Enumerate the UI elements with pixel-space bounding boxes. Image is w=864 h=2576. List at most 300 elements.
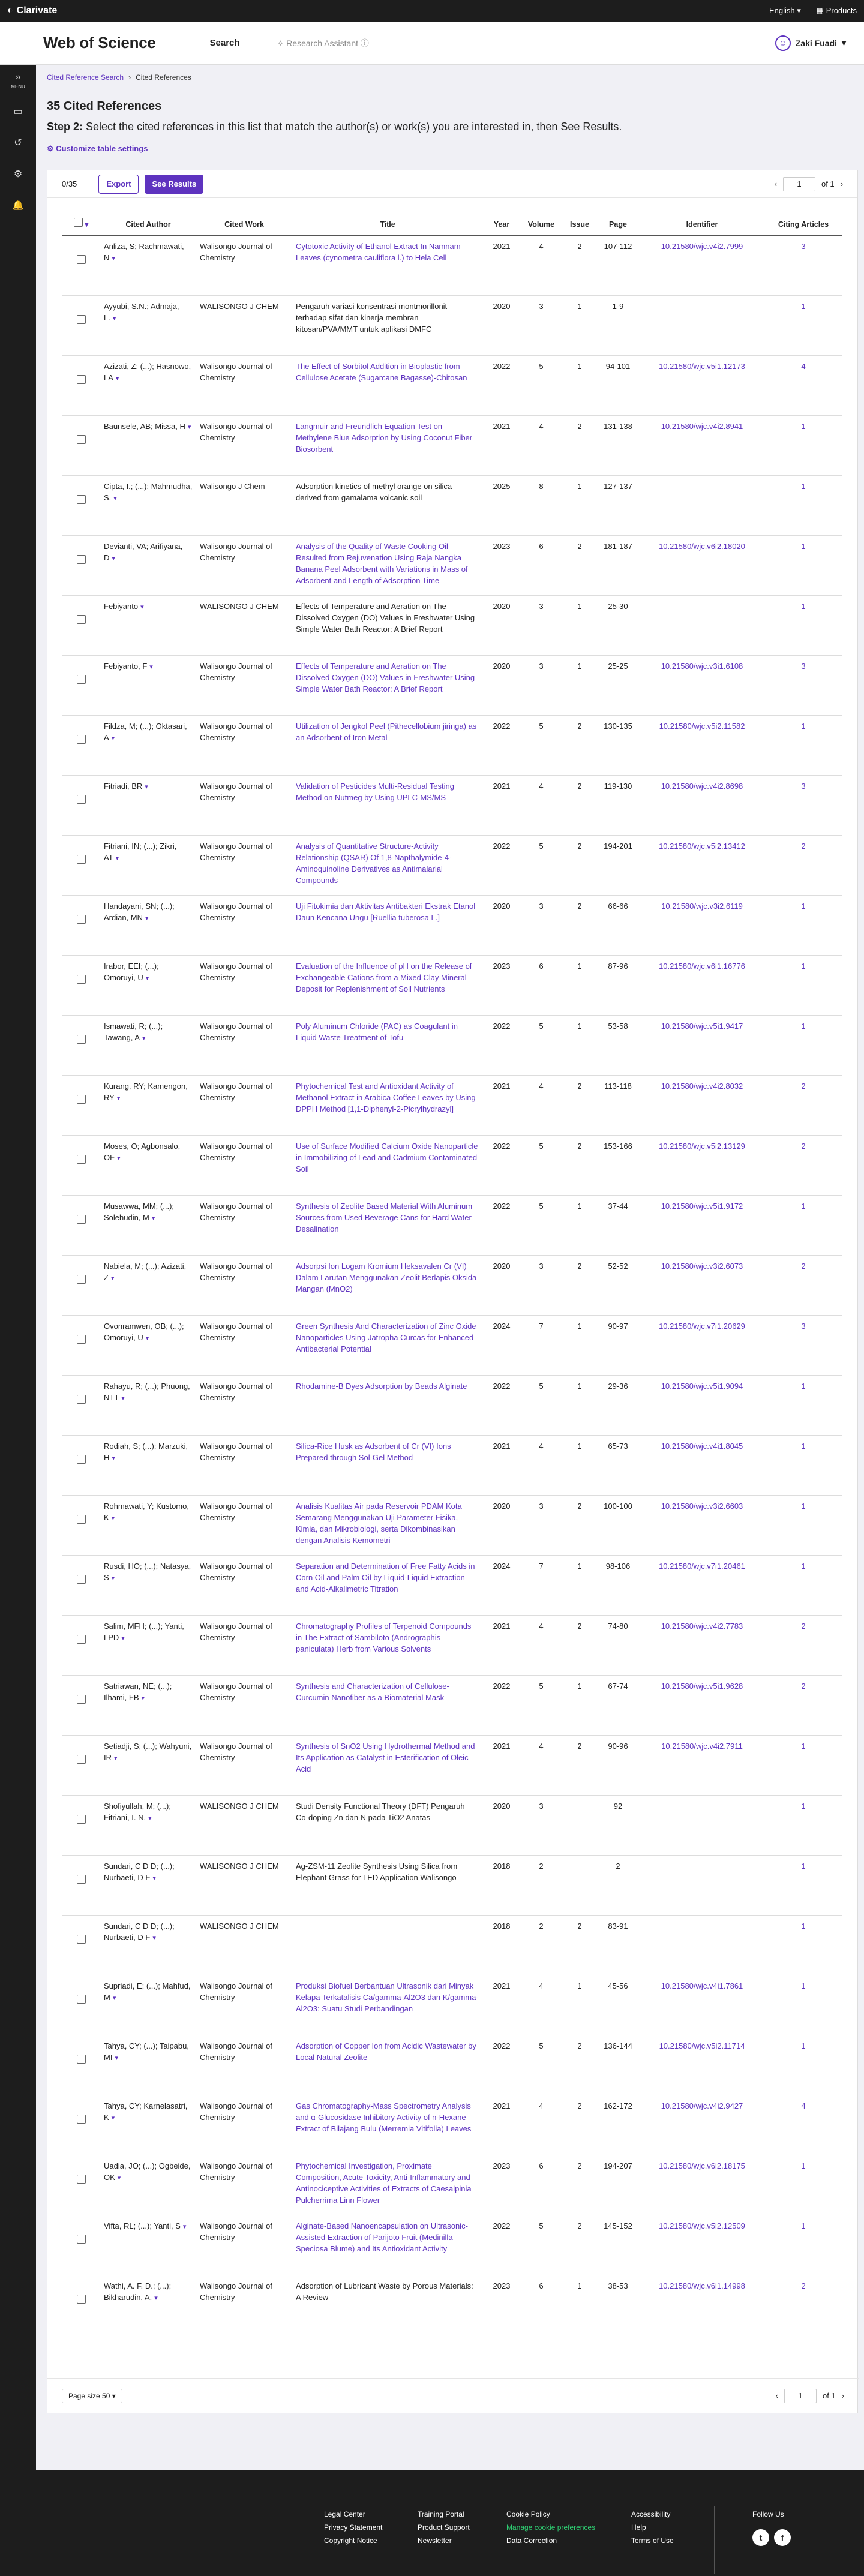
page-cell: 25-25 (597, 655, 639, 715)
title-cell[interactable]: Silica-Rice Husk as Adsorbent of Cr (VI) Ions Prepared through Sol-Gel Method (292, 1435, 483, 1495)
volume-cell: 8 (520, 475, 562, 535)
footer-link[interactable]: Terms of Use (631, 2536, 674, 2545)
volume-cell: 4 (520, 1975, 562, 2035)
chevron-down-icon[interactable]: ▾ (154, 2294, 158, 2302)
row-checkbox[interactable] (62, 2215, 100, 2275)
row-checkbox[interactable] (62, 835, 100, 895)
row-checkbox[interactable] (62, 955, 100, 1015)
citing-articles-link[interactable]: 3 (765, 235, 842, 295)
chevron-down-icon[interactable]: ▾ (145, 914, 149, 922)
chevron-down-icon[interactable]: ▾ (110, 1274, 115, 1282)
chevron-down-icon[interactable]: ▾ (152, 1874, 156, 1882)
table-row (62, 475, 842, 535)
issue-cell: 2 (562, 1075, 597, 1135)
page-number-input[interactable]: 1 (783, 177, 815, 191)
chevron-down-icon[interactable]: ▾ (112, 255, 115, 262)
identifier-link[interactable]: 10.21580/wjc.v6i2.18020 (639, 535, 765, 595)
row-checkbox[interactable] (62, 475, 100, 535)
cited-author-cell: Anliza, S; Rachmawati, N ▾ (100, 235, 196, 295)
user-menu[interactable]: ☺ Zaki Fuadi ▾ (775, 35, 846, 51)
identifier-link[interactable] (639, 1915, 765, 1975)
footer-link[interactable]: Privacy Statement (324, 2523, 383, 2532)
chevron-down-icon[interactable]: ▾ (111, 1514, 115, 1522)
citing-articles-link[interactable]: 2 (765, 1615, 842, 1675)
page-cell: 130-135 (597, 715, 639, 775)
chevron-down-icon[interactable]: ▾ (113, 494, 117, 502)
cited-author-cell: Sundari, C D D; (...); Nurbaeti, D F ▾ (100, 1915, 196, 1975)
page-cell: 52-52 (597, 1255, 639, 1315)
chevron-down-icon[interactable]: ▾ (187, 423, 191, 431)
col-year[interactable]: Year (483, 198, 520, 235)
cited-author-cell: Cipta, I.; (...); Mahmudha, S. ▾ (100, 475, 196, 535)
citing-articles-link[interactable]: 1 (765, 1975, 842, 2035)
row-checkbox[interactable] (62, 2275, 100, 2335)
identifier-link[interactable] (639, 1855, 765, 1915)
citing-articles-link[interactable]: 2 (765, 2275, 842, 2335)
identifier-link[interactable] (639, 295, 765, 355)
col-title[interactable]: Title (292, 198, 483, 235)
citing-articles-link[interactable]: 1 (765, 595, 842, 655)
cited-work-cell: Walisongo Journal of Chemistry (196, 2155, 292, 2215)
issue-cell (562, 1855, 597, 1915)
identifier-link[interactable]: 10.21580/wjc.v5i1.12173 (639, 355, 765, 415)
volume-cell: 5 (520, 1675, 562, 1735)
year-cell: 2021 (483, 1735, 520, 1795)
see-results-button[interactable]: See Results (145, 175, 203, 194)
chevron-down-icon[interactable]: ▾ (116, 1094, 121, 1102)
row-checkbox[interactable] (62, 1315, 100, 1375)
identifier-link[interactable]: 10.21580/wjc.v5i2.12509 (639, 2215, 765, 2275)
title-cell: Effects of Temperature and Aeration on The Dissolved Oxygen (DO) Values in Freshwater Using Simple Water Bath Reactor: A Brief Report (292, 595, 483, 655)
citing-articles-link[interactable]: 1 (765, 2215, 842, 2275)
row-checkbox[interactable] (62, 595, 100, 655)
row-checkbox[interactable] (62, 1135, 100, 1195)
row-checkbox[interactable] (62, 775, 100, 835)
identifier-link[interactable]: 10.21580/wjc.v5i1.9417 (639, 1015, 765, 1075)
chevron-down-icon[interactable]: ▾ (142, 1034, 146, 1042)
cited-work-cell: Walisongo Journal of Chemistry (196, 1015, 292, 1075)
identifier-link[interactable]: 10.21580/wjc.v3i2.6119 (639, 895, 765, 955)
chevron-down-icon: ▾ (85, 220, 89, 229)
chevron-down-icon[interactable]: ▾ (145, 1334, 149, 1342)
citing-articles-link[interactable]: 4 (765, 355, 842, 415)
row-checkbox[interactable] (62, 1795, 100, 1855)
chevron-down-icon[interactable]: ▾ (111, 734, 115, 742)
title-cell[interactable]: Analisis Kualitas Air pada Reservoir PDAM Kota Semarang Menggunakan Uji Parameter Fisika, Kimia, dan Mikrobiologi, serta Dikombinasikan dengan Analisis Kemometri (292, 1495, 483, 1555)
identifier-link[interactable]: 10.21580/wjc.v5i2.13129 (639, 1135, 765, 1195)
footer-link[interactable]: Accessibility (631, 2510, 671, 2518)
footer-link[interactable]: Product Support (418, 2523, 470, 2532)
chevron-down-icon[interactable]: ▾ (111, 2114, 115, 2122)
year-cell: 2022 (483, 1135, 520, 1195)
page-cell: 194-201 (597, 835, 639, 895)
row-checkbox[interactable] (62, 2035, 100, 2095)
footer-link[interactable]: Help (631, 2523, 646, 2532)
citing-articles-link[interactable]: 1 (765, 1015, 842, 1075)
row-checkbox[interactable] (62, 415, 100, 475)
cited-author-cell: Tahya, CY; Karnelasatri, K ▾ (100, 2095, 196, 2155)
chevron-down-icon[interactable]: ▾ (112, 554, 115, 562)
citing-articles-link[interactable]: 2 (765, 1675, 842, 1735)
cited-author-cell: Shofiyullah, M; (...); Fitriani, I. N. ▾ (100, 1795, 196, 1855)
chevron-down-icon[interactable]: ▾ (112, 1454, 115, 1462)
title-cell: Pengaruh variasi konsentrasi montmorillonit terhadap sifat dan kinerja membran kitosan/PVA/MMT untuk aplikasi DMFC (292, 295, 483, 355)
title-cell[interactable]: Use of Surface Modified Calcium Oxide Nanoparticle in Immobilizing of Lead and Cadmium Contaminated Soil (292, 1135, 483, 1195)
citing-articles-link[interactable]: 1 (765, 2155, 842, 2215)
identifier-link[interactable]: 10.21580/wjc.v5i1.9094 (639, 1375, 765, 1435)
page-number-input[interactable]: 1 (784, 2389, 817, 2403)
identifier-link[interactable]: 10.21580/wjc.v7i1.20629 (639, 1315, 765, 1375)
title-cell[interactable]: Cytotoxic Activity of Ethanol Extract In Namnam Leaves (cynometra cauliflora l.) to Hela Cell (292, 235, 483, 295)
title-cell[interactable]: Synthesis of Zeolite Based Material With Aluminum Sources from Used Beverage Cans for Hard Water Desalination (292, 1195, 483, 1255)
year-cell: 2023 (483, 955, 520, 1015)
title-cell[interactable]: Effects of Temperature and Aeration on The Dissolved Oxygen (DO) Values in Freshwater Using Simple Water Bath Reactor: A Brief Report (292, 655, 483, 715)
chevron-down-icon[interactable]: ▾ (121, 1634, 125, 1642)
identifier-link[interactable]: 10.21580/wjc.v5i1.9628 (639, 1675, 765, 1735)
year-cell: 2022 (483, 835, 520, 895)
citing-articles-link[interactable]: 2 (765, 1075, 842, 1135)
chevron-down-icon[interactable]: ▾ (141, 1694, 145, 1702)
citing-articles-link[interactable]: 1 (765, 1915, 842, 1975)
title-cell[interactable]: Synthesis of SnO2 Using Hydrothermal Method and Its Application as Catalyst in Esterification of Oleic Acid (292, 1735, 483, 1795)
identifier-link[interactable] (639, 595, 765, 655)
issue-cell: 1 (562, 595, 597, 655)
clarivate-mark-icon: ◐ (7, 5, 13, 16)
col-page[interactable]: Page (597, 198, 639, 235)
table-row (62, 1495, 842, 1555)
title-cell (292, 1915, 483, 1975)
citing-articles-link[interactable]: 1 (765, 1435, 842, 1495)
row-checkbox[interactable] (62, 1735, 100, 1795)
year-cell: 2020 (483, 1795, 520, 1855)
row-checkbox[interactable] (62, 1435, 100, 1495)
citing-articles-link[interactable]: 1 (765, 1495, 842, 1555)
year-cell: 2020 (483, 895, 520, 955)
year-cell: 2024 (483, 1555, 520, 1615)
bell-icon[interactable]: 🔔 (12, 200, 24, 211)
citing-articles-link[interactable]: 3 (765, 655, 842, 715)
facebook-icon[interactable]: f (774, 2529, 791, 2546)
page-cell: 162-172 (597, 2095, 639, 2155)
identifier-link[interactable]: 10.21580/wjc.v6i2.18175 (639, 2155, 765, 2215)
title-cell[interactable]: Synthesis and Characterization of Cellulose-Curcumin Nanofiber as a Biomaterial Mask (292, 1675, 483, 1735)
row-checkbox[interactable] (62, 1495, 100, 1555)
title-cell: Adsorption kinetics of methyl orange on silica derived from gamalama volcanic soil (292, 475, 483, 535)
chevron-down-icon[interactable]: ▾ (112, 1994, 116, 2002)
menu-button[interactable]: » MENU (11, 71, 25, 89)
page-cell: 107-112 (597, 235, 639, 295)
citing-articles-link[interactable]: 1 (765, 1735, 842, 1795)
title-cell[interactable]: Analysis of Quantitative Structure-Activity Relationship (QSAR) Of 1,8-Napthalymide-4-Aminoquinoline Derivatives as Antimalarial Compounds (292, 835, 483, 895)
issue-cell: 2 (562, 775, 597, 835)
follow-us: Follow Us t f (752, 2510, 791, 2546)
citing-articles-link[interactable]: 1 (765, 1555, 842, 1615)
col-issue[interactable]: Issue (562, 198, 597, 235)
identifier-link[interactable]: 10.21580/wjc.v6i1.16776 (639, 955, 765, 1015)
manage-cookie-preferences-link[interactable]: Manage cookie preferences (506, 2523, 596, 2532)
chevron-down-icon[interactable]: ▾ (145, 783, 148, 791)
issue-cell: 1 (562, 1975, 597, 2035)
search-link[interactable]: Search (209, 38, 240, 48)
row-checkbox[interactable] (62, 235, 100, 295)
col-cited-author[interactable]: Cited Author (100, 198, 196, 235)
chevron-down-icon[interactable]: ▾ (111, 1574, 115, 1582)
footer-divider (714, 2506, 715, 2574)
table-row (62, 355, 842, 415)
info-icon: ⓘ (360, 38, 369, 48)
volume-cell: 5 (520, 715, 562, 775)
issue-cell: 2 (562, 895, 597, 955)
title-cell[interactable]: Validation of Pesticides Multi-Residual Testing Method on Nutmeg by Using UPLC-MS/MS (292, 775, 483, 835)
footer-link[interactable]: Newsletter (418, 2536, 452, 2545)
cited-author-cell: Wathi, A. F. D.; (...); Bikharudin, A. ▾ (100, 2275, 196, 2335)
year-cell: 2023 (483, 535, 520, 595)
row-checkbox[interactable] (62, 1255, 100, 1315)
footer-link[interactable]: Legal Center (324, 2510, 365, 2518)
col-volume[interactable]: Volume (520, 198, 562, 235)
research-assistant-link[interactable]: ✧ Research Assistant ⓘ (277, 38, 369, 48)
row-checkbox[interactable] (62, 355, 100, 415)
title-cell[interactable]: Chromatography Profiles of Terpenoid Compounds in The Extract of Sambiloto (Andrographis paniculata) Herb from Various Solvents (292, 1615, 483, 1675)
identifier-link[interactable]: 10.21580/wjc.v5i1.9172 (639, 1195, 765, 1255)
cited-work-cell: Walisongo Journal of Chemistry (196, 1075, 292, 1135)
identifier-link[interactable]: 10.21580/wjc.v4i2.7911 (639, 1735, 765, 1795)
row-checkbox[interactable] (62, 1615, 100, 1675)
footer-link[interactable]: Data Correction (506, 2536, 557, 2545)
row-checkbox[interactable] (62, 1975, 100, 2035)
title-cell[interactable]: Evaluation of the Influence of pH on the Release of Exchangeable Cations from a Mixed Clay Mineral Deposit for Replenishment of Soil Nutrients (292, 955, 483, 1015)
col-identifier[interactable]: Identifier (639, 198, 765, 235)
identifier-link[interactable]: 10.21580/wjc.v4i1.7861 (639, 1975, 765, 2035)
title-cell[interactable]: Phytochemical Investigation, Proximate Composition, Acute Toxicity, Anti-Inflammatory and Antinociceptive Activities of Extracts of Caesalpinia Pulcherrima Linn Flower (292, 2155, 483, 2215)
cited-author-cell: Febiyanto ▾ (100, 595, 196, 655)
row-checkbox[interactable] (62, 1075, 100, 1135)
footer-link[interactable]: Cookie Policy (506, 2510, 550, 2518)
alerts-settings-icon[interactable]: ⚙ (13, 169, 23, 179)
chevron-down-icon[interactable]: ▾ (140, 603, 144, 611)
row-checkbox[interactable] (62, 535, 100, 595)
export-button[interactable]: Export (98, 175, 139, 194)
identifier-link[interactable]: 10.21580/wjc.v5i2.13412 (639, 835, 765, 895)
citing-articles-link[interactable]: 3 (765, 775, 842, 835)
title-cell[interactable]: Phytochemical Test and Antioxidant Activity of Methanol Extract in Arabica Coffee Leaves by Using DPPH Method [1,1-Diphenyl-2-Picrylhydrazyl] (292, 1075, 483, 1135)
issue-cell: 1 (562, 1375, 597, 1435)
web-of-science-logo[interactable]: Web of Science (43, 34, 156, 52)
cited-author-cell: Ovonramwen, OB; (...); Omoruyi, U ▾ (100, 1315, 196, 1375)
identifier-link[interactable]: 10.21580/wjc.v4i1.8045 (639, 1435, 765, 1495)
prev-page-icon[interactable]: ‹ (774, 179, 777, 188)
citing-articles-link[interactable]: 1 (765, 1195, 842, 1255)
chevron-down-icon[interactable]: ▾ (121, 1394, 125, 1402)
identifier-link[interactable]: 10.21580/wjc.v7i1.20461 (639, 1555, 765, 1615)
chevron-down-icon[interactable]: ▾ (151, 1214, 155, 1222)
row-checkbox[interactable] (62, 1915, 100, 1975)
citing-articles-link[interactable]: 1 (765, 475, 842, 535)
citing-articles-link[interactable]: 3 (765, 1315, 842, 1375)
cited-author-cell: Handayani, SN; (...); Ardian, MN ▾ (100, 895, 196, 955)
year-cell: 2020 (483, 1255, 520, 1315)
chevron-down-icon[interactable]: ▾ (117, 2174, 121, 2182)
chevron-down-icon[interactable]: ▾ (115, 374, 119, 382)
citing-articles-link[interactable]: 2 (765, 835, 842, 895)
title-cell[interactable]: Alginate-Based Nanoencapsulation on Ultrasonic-Assisted Extraction of Parijoto Fruit (Medinilla Speciosa Blume) and Its Antioxidant Activity (292, 2215, 483, 2275)
step-instructions: Step 2: Select the cited references in this list that match the author(s) or work(s) you are interested in, then See Results. (47, 121, 622, 133)
table-row (62, 2215, 842, 2275)
footer-link[interactable]: Copyright Notice (324, 2536, 377, 2545)
next-page-icon[interactable]: › (841, 2391, 844, 2400)
chevron-down-icon[interactable]: ▾ (115, 854, 119, 862)
row-checkbox[interactable] (62, 295, 100, 355)
issue-cell: 2 (562, 1615, 597, 1675)
row-checkbox[interactable] (62, 895, 100, 955)
select-all-checkbox[interactable] (62, 198, 100, 235)
chevron-down-icon[interactable]: ▾ (114, 1754, 118, 1762)
volume-cell: 5 (520, 1375, 562, 1435)
citing-articles-link[interactable]: 1 (765, 1375, 842, 1435)
identifier-link[interactable]: 10.21580/wjc.v6i1.14998 (639, 2275, 765, 2335)
citing-articles-link[interactable]: 2 (765, 1255, 842, 1315)
cited-author-cell: Ismawati, R; (...); Tawang, A ▾ (100, 1015, 196, 1075)
chevron-down-icon[interactable]: ▾ (152, 1934, 156, 1942)
table-row (62, 1315, 842, 1375)
twitter-icon[interactable]: t (752, 2529, 769, 2546)
cited-author-cell: Fitriadi, BR ▾ (100, 775, 196, 835)
citing-articles-link[interactable]: 1 (765, 535, 842, 595)
col-citing-articles[interactable]: Citing Articles (765, 198, 842, 235)
row-checkbox[interactable] (62, 1375, 100, 1435)
year-cell: 2018 (483, 1915, 520, 1975)
table-row (62, 1255, 842, 1315)
table-row (62, 1375, 842, 1435)
row-checkbox[interactable] (62, 1855, 100, 1915)
table-row (62, 235, 842, 295)
chevron-down-icon[interactable]: ▾ (182, 2223, 187, 2230)
volume-cell: 4 (520, 1735, 562, 1795)
row-checkbox[interactable] (62, 1195, 100, 1255)
identifier-link[interactable]: 10.21580/wjc.v4i2.7783 (639, 1615, 765, 1675)
citing-articles-link[interactable]: 2 (765, 1135, 842, 1195)
identifier-link[interactable]: 10.21580/wjc.v4i2.8941 (639, 415, 765, 475)
citing-articles-link[interactable]: 1 (765, 2035, 842, 2095)
title-cell[interactable]: Gas Chromatography-Mass Spectrometry Analysis and α-Glucosidase Inhibitory Activity of n-Hexane Extract of Bilajang Bulu (Merremia Vitifolia) Leaves (292, 2095, 483, 2155)
citing-articles-link[interactable]: 4 (765, 2095, 842, 2155)
identifier-link[interactable]: 10.21580/wjc.v3i2.6603 (639, 1495, 765, 1555)
chevron-down-icon: ▾ (797, 6, 801, 15)
cited-work-cell: Walisongo Journal of Chemistry (196, 1255, 292, 1315)
row-checkbox[interactable] (62, 1675, 100, 1735)
chevron-down-icon[interactable]: ▾ (112, 314, 116, 322)
identifier-link[interactable]: 10.21580/wjc.v5i2.11582 (639, 715, 765, 775)
row-checkbox[interactable] (62, 1555, 100, 1615)
year-cell: 2020 (483, 655, 520, 715)
table-row (62, 415, 842, 475)
chevron-down-icon: ▾ (112, 2391, 116, 2400)
prev-page-icon[interactable]: ‹ (775, 2391, 778, 2400)
page-size-select[interactable]: Page size 50 ▾ (62, 2389, 122, 2403)
title-cell[interactable]: Uji Fitokimia dan Aktivitas Antibakteri Ekstrak Etanol Daun Kencana Ungu [Ruellia tuberosa L.] (292, 895, 483, 955)
customize-table-button[interactable]: ⚙ Customize table settings (47, 144, 148, 153)
page-cell: 25-30 (597, 595, 639, 655)
citing-articles-link[interactable]: 1 (765, 1855, 842, 1915)
row-checkbox[interactable] (62, 655, 100, 715)
footer-link[interactable]: Training Portal (418, 2510, 464, 2518)
title-cell[interactable]: Rhodamine-B Dyes Adsorption by Beads Alginate (292, 1375, 483, 1435)
table-row (62, 835, 842, 895)
issue-cell: 2 (562, 235, 597, 295)
chevron-down-icon[interactable]: ▾ (115, 2054, 118, 2062)
selected-count: 0/35 (62, 179, 77, 188)
page-cell: 67-74 (597, 1675, 639, 1735)
folder-icon[interactable]: ▭ (13, 107, 23, 117)
clarivate-logo[interactable]: ◐ Clarivate (7, 5, 58, 16)
row-checkbox[interactable] (62, 715, 100, 775)
identifier-link[interactable]: 10.21580/wjc.v4i2.7999 (639, 235, 765, 295)
col-cited-work[interactable]: Cited Work (196, 198, 292, 235)
title-cell[interactable]: Produksi Biofuel Berbantuan Ultrasonik dari Minyak Kelapa Terkatalisis Ca/gamma-Al2O3 dan K/gamma-Al2O3: Suatu Studi Perbandingan (292, 1975, 483, 2035)
volume-cell: 6 (520, 535, 562, 595)
identifier-link[interactable]: 10.21580/wjc.v4i2.9427 (639, 2095, 765, 2155)
breadcrumb-cited-reference-search[interactable]: Cited Reference Search (47, 73, 124, 82)
identifier-link[interactable]: 10.21580/wjc.v5i2.11714 (639, 2035, 765, 2095)
chevron-down-icon[interactable]: ▾ (148, 1814, 152, 1822)
title-cell[interactable]: Separation and Determination of Free Fatty Acids in Corn Oil and Palm Oil by Liquid-Liquid Extraction and Acid-Alkalimetric Titration (292, 1555, 483, 1615)
grid-icon: ▦ (816, 6, 824, 15)
identifier-link[interactable]: 10.21580/wjc.v4i2.8032 (639, 1075, 765, 1135)
citing-articles-link[interactable]: 1 (765, 955, 842, 1015)
citing-articles-link[interactable]: 1 (765, 415, 842, 475)
title-cell[interactable]: Adsorpsi Ion Logam Kromium Heksavalen Cr (VI) Dalam Larutan Menggunakan Zeolit Berlapis Oksida Mangan (MnO2) (292, 1255, 483, 1315)
history-icon[interactable]: ↺ (14, 138, 22, 148)
identifier-link[interactable]: 10.21580/wjc.v3i1.6108 (639, 655, 765, 715)
chevron-down-icon[interactable]: ▾ (149, 663, 153, 671)
chevron-down-icon[interactable]: ▾ (117, 1154, 121, 1162)
page-cell: 145-152 (597, 2215, 639, 2275)
title-cell[interactable]: Adsorption of Copper Ion from Acidic Wastewater by Local Natural Zeolite (292, 2035, 483, 2095)
products-menu[interactable]: ▦ Products (816, 6, 857, 15)
title-cell[interactable]: Poly Aluminum Chloride (PAC) as Coagulant in Liquid Waste Treatment of Tofu (292, 1015, 483, 1075)
citing-articles-link[interactable]: 1 (765, 715, 842, 775)
cited-author-cell: Setiadji, S; (...); Wahyuni, IR ▾ (100, 1735, 196, 1795)
title-cell[interactable]: Utilization of Jengkol Peel (Pithecellobium jiringa) as an Adsorbent of Iron Metal (292, 715, 483, 775)
identifier-link[interactable] (639, 475, 765, 535)
issue-cell: 2 (562, 535, 597, 595)
chevron-down-icon[interactable]: ▾ (145, 974, 149, 982)
citing-articles-link[interactable]: 1 (765, 295, 842, 355)
citing-articles-link[interactable]: 1 (765, 1795, 842, 1855)
title-cell[interactable]: Analysis of the Quality of Waste Cooking Oil Resulted from Rejuvenation Using Raja Nangka Banana Peel Adsorbent with Variations in Mass of Adsorbent and Length of Adsorption Time (292, 535, 483, 595)
title-cell[interactable]: Langmuir and Freundlich Equation Test on Methylene Blue Adsorption by Using Coconut Fiber Biosorbent (292, 415, 483, 475)
identifier-link[interactable]: 10.21580/wjc.v4i2.8698 (639, 775, 765, 835)
issue-cell: 2 (562, 2155, 597, 2215)
language-selector[interactable]: English ▾ (769, 6, 801, 15)
table-row (62, 2095, 842, 2155)
identifier-link[interactable] (639, 1795, 765, 1855)
table-row (62, 1195, 842, 1255)
row-checkbox[interactable] (62, 2155, 100, 2215)
citing-articles-link[interactable]: 1 (765, 895, 842, 955)
page-cell: 136-144 (597, 2035, 639, 2095)
title-cell[interactable]: The Effect of Sorbitol Addition in Bioplastic from Cellulose Acetate (Sugarcane Bagasse)-Chitosan (292, 355, 483, 415)
issue-cell: 2 (562, 415, 597, 475)
cited-author-cell: Vifta, RL; (...); Yanti, S ▾ (100, 2215, 196, 2275)
row-checkbox[interactable] (62, 2095, 100, 2155)
volume-cell: 3 (520, 1795, 562, 1855)
next-page-icon[interactable]: › (840, 179, 843, 188)
identifier-link[interactable]: 10.21580/wjc.v3i2.6073 (639, 1255, 765, 1315)
row-checkbox[interactable] (62, 1015, 100, 1075)
year-cell: 2022 (483, 1675, 520, 1735)
title-cell[interactable]: Green Synthesis And Characterization of Zinc Oxide Nanoparticles Using Jatropha Curcas for Enhanced Antibacterial Potential (292, 1315, 483, 1375)
